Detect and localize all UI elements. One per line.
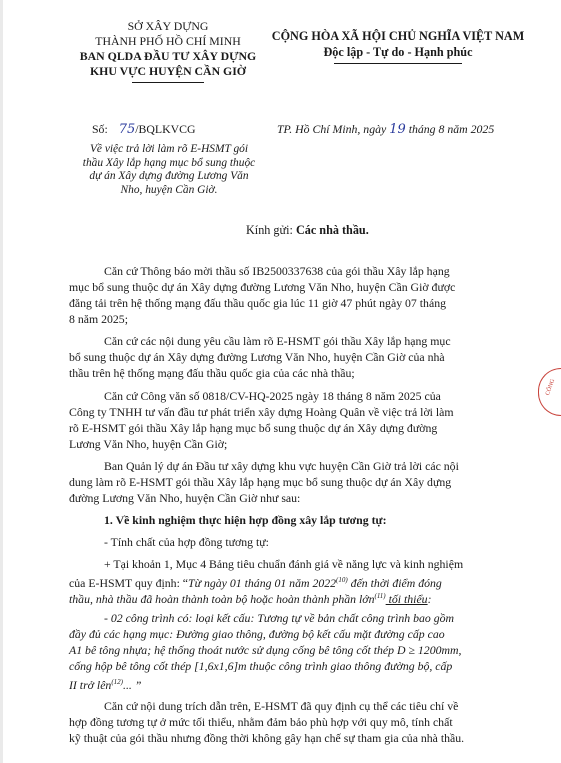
subject-line: dự án Xây dựng đường Lương Văn bbox=[89, 170, 249, 182]
header-left-line3: BAN QLDA ĐẦU TƯ XÂY DỰNG bbox=[79, 49, 257, 63]
stamp-text: CÔNG bbox=[544, 378, 557, 397]
quote-line: cống hộp bê tông cốt thép [1,6x1,6]m thuộc công trình giao thông đường bộ, cấp bbox=[69, 659, 453, 673]
recipient-value: Các nhà thầu. bbox=[295, 223, 369, 237]
header-right bbox=[268, 28, 528, 60]
date-after: tháng 8 năm 2025 bbox=[408, 122, 495, 136]
body-line: Công ty TNHH tư vấn đầu tư phát triển xây dựng Hoàng Quân về việc trả lời làm bbox=[69, 405, 454, 419]
body-line: 8 năm 2025; bbox=[69, 312, 128, 326]
footnote-ref: (10) bbox=[336, 576, 348, 584]
footnote-ref: (12) bbox=[111, 678, 124, 686]
subject-line: thầu Xây lắp hạng mục bổ sung thuộc bbox=[82, 156, 256, 169]
doc-number bbox=[92, 122, 196, 137]
body-line: Căn cứ Thông báo mời thầu số IB2500337638 của gói thầu Xây lắp hạng bbox=[104, 264, 450, 278]
bullet-line: - Tính chất của hợp đồng tương tự: bbox=[104, 535, 269, 549]
quote-line: A1 bê tông nhựa; hệ thống thoát nước sử dụng cống bê tông cốt thép D ≥ 1200mm, bbox=[69, 643, 462, 657]
header-left-line4: KHU VỰC HUYỆN CẦN GIỜ bbox=[90, 64, 246, 78]
quote-line: đầy đủ các hạng mục: Đường giao thông, đường bộ kết cấu mặt đường cấp cao bbox=[69, 627, 445, 641]
quote-line-last bbox=[69, 675, 141, 692]
text-underlined: tối thiểu bbox=[385, 591, 428, 606]
body-line: rõ E-HSMT gói thầu Xây lắp hạng mục bổ sung thuộc dự án Xây dựng đường bbox=[69, 421, 438, 435]
subject-line: Nho, huyện Cần Giờ. bbox=[120, 183, 218, 196]
text-normal: của E-HSMT quy định: “ bbox=[69, 575, 189, 590]
footnote-ref: (11) bbox=[374, 592, 386, 600]
quote-line: - 02 công trình có: loại kết cấu: Tương tự về bản chất công trình bao gồm bbox=[104, 611, 455, 625]
header-right-underline bbox=[334, 63, 462, 64]
stamp-seal bbox=[538, 368, 561, 416]
scan-edge bbox=[0, 0, 3, 763]
date-line bbox=[277, 122, 494, 137]
header-right-line1: CỘNG HÒA XÃ HỘI CHỦ NGHĨA VIỆT NAM bbox=[271, 29, 525, 43]
doc-number-suffix: /BQLKVCG bbox=[135, 122, 196, 136]
text-italic: : bbox=[427, 591, 432, 606]
text-italic: thầu, nhà thầu đã hoàn thành toàn bộ hoặc hoàn thành phần lớn bbox=[69, 591, 375, 606]
body-line: thầu trên hệ thống mạng đấu thầu quốc gia của các nhà thầu; bbox=[69, 366, 355, 380]
doc-number-prefix: Số: bbox=[92, 122, 108, 136]
recipient bbox=[246, 223, 369, 238]
section-heading: 1. Về kinh nghiệm thực hiện hợp đồng xây lắp tương tự: bbox=[104, 513, 387, 527]
recipient-label: Kính gửi: bbox=[246, 223, 293, 237]
text-italic: Từ ngày 01 tháng 01 năm 2022 bbox=[188, 575, 337, 590]
header-right-line2: Độc lập - Tự do - Hạnh phúc bbox=[323, 45, 473, 59]
body-line-mixed bbox=[69, 589, 432, 606]
text-italic: đến thời điểm đóng bbox=[347, 575, 442, 590]
header-left-line2: THÀNH PHỐ HỒ CHÍ MINH bbox=[95, 34, 241, 48]
text-italic: II trở lên bbox=[69, 677, 112, 692]
body-line: Căn cứ nội dung trích dẫn trên, E-HSMT đã quy định cụ thể các tiêu chí về bbox=[104, 699, 459, 713]
date-handwritten: 19 bbox=[389, 122, 406, 137]
body-line: Căn cứ các nội dung yêu cầu làm rõ E-HSMT gói thầu Xây lắp hạng mục bbox=[104, 334, 451, 348]
body-line: + Tại khoản 1, Mục 4 Bảng tiêu chuẩn đánh giá về năng lực và kinh nghiệm bbox=[104, 557, 464, 571]
body-line: đăng tải trên hệ thống mạng đấu thầu quốc gia lúc 11 giờ 47 phút ngày 07 tháng bbox=[69, 296, 446, 310]
header-left-underline bbox=[132, 82, 204, 83]
body-line: hợp đồng tương tự ở mức tối thiểu, nhằm đảm bảo phù hợp với quy mô, tính chất bbox=[69, 715, 453, 729]
subject-line: Về việc trả lời làm rõ E-HSMT gói bbox=[89, 143, 249, 155]
body-line: Lương Văn Nho, huyện Cần Giờ; bbox=[69, 437, 228, 451]
doc-number-handwritten: 75 bbox=[118, 122, 136, 137]
body-line: Ban Quản lý dự án Đầu tư xây dựng khu vực huyện Cần Giờ trả lời các nội bbox=[104, 459, 459, 473]
subject bbox=[64, 143, 274, 197]
body-line: mục bổ sung thuộc dự án Xây dựng đường Lương Văn Nho, huyện Cần Giờ được bbox=[69, 280, 456, 294]
body-line: Căn cứ Công văn số 0818/CV-HQ-2025 ngày 18 tháng 8 năm 2025 của bbox=[104, 389, 441, 403]
body-line: dung làm rõ E-HSMT gói thầu Xây lắp hạng mục bổ sung thuộc dự án Xây dựng bbox=[69, 475, 452, 489]
body-line: đường Lương Văn Nho, huyện Cần Giờ như sau: bbox=[69, 491, 301, 505]
body-line: kỹ thuật của gói thầu nhưng đồng thời không gây hạn chế sự tham gia của nhà thầu. bbox=[69, 731, 465, 745]
body-line: bổ sung thuộc dự án Xây dựng đường Lương Văn Nho, huyện Cần Giờ của nhà bbox=[69, 350, 445, 364]
date-before: TP. Hồ Chí Minh, ngày bbox=[277, 122, 387, 136]
text-italic: ... ” bbox=[123, 677, 142, 692]
header-left-line1: SỞ XÂY DỰNG bbox=[127, 19, 209, 33]
body-line-mixed bbox=[69, 573, 442, 590]
header-left bbox=[70, 19, 266, 79]
